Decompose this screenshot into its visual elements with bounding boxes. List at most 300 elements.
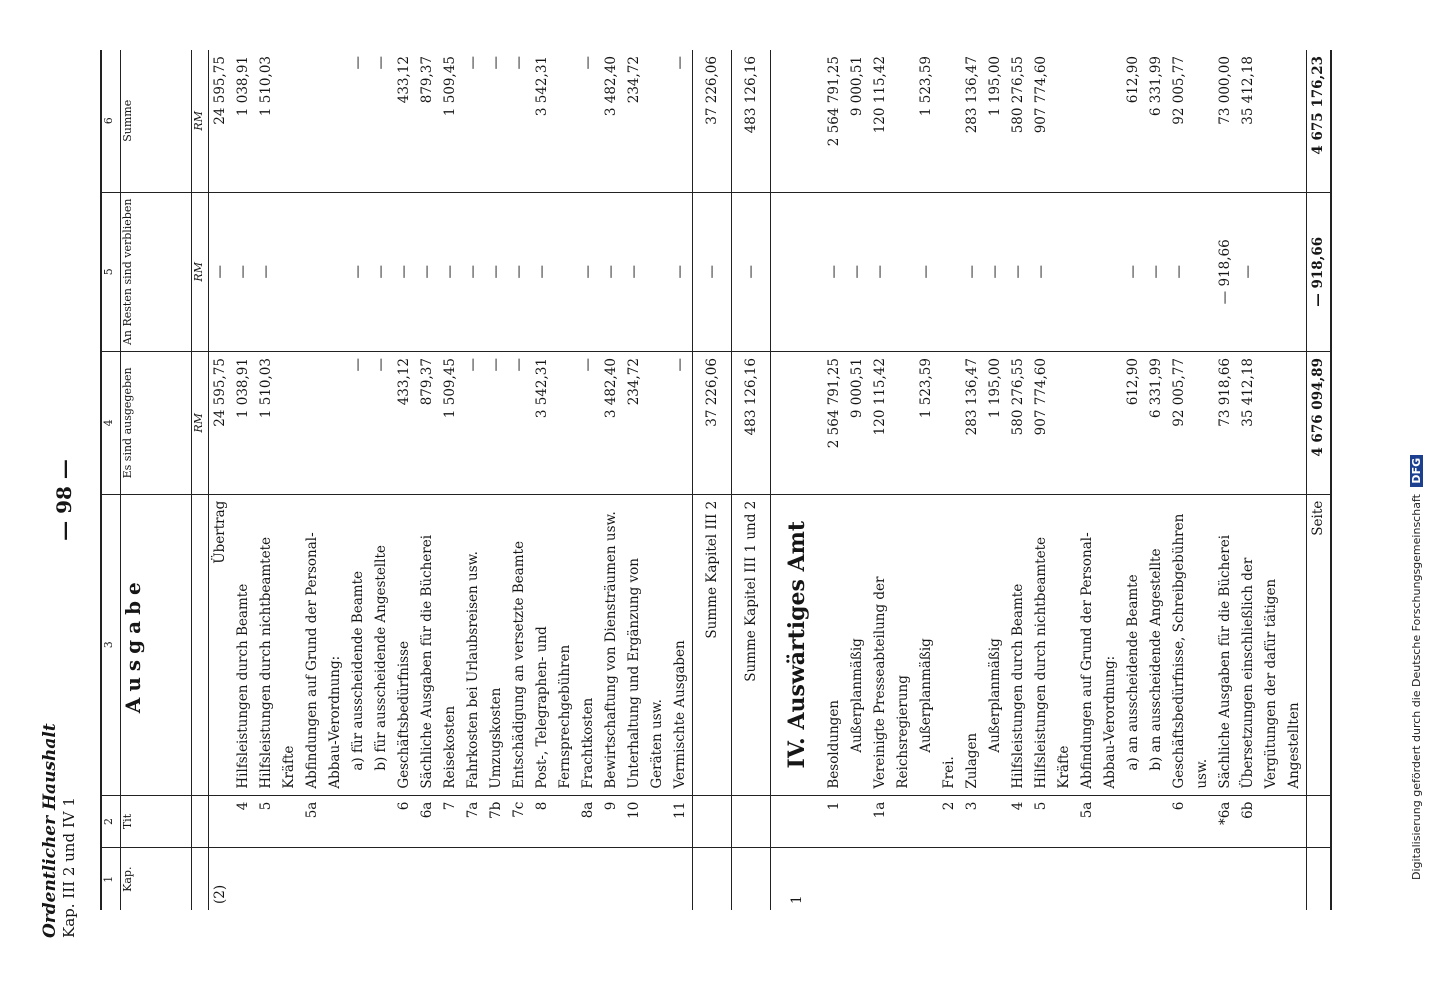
summe-cell: 92 005,77 (1171, 56, 1187, 125)
kap-cell (255, 848, 301, 910)
col-reste-header: An Resten sind verblieben (121, 192, 192, 351)
table-row (393, 50, 416, 910)
col-ausgabe-header: Ausgabe (121, 494, 192, 795)
ausgegeben-cell: — (577, 352, 600, 495)
tit-cell (984, 795, 1007, 848)
ausgabe-text: Außerplanmäßig (849, 638, 865, 753)
reste-cell: — (508, 192, 531, 351)
table-row (370, 50, 393, 910)
ausgabe-text: b) für ausscheidende Angestellte (373, 545, 389, 771)
ausgegeben-cell: — (347, 352, 370, 495)
table-body-kap-iii-2 (209, 50, 693, 910)
sum-row (693, 50, 732, 910)
ausgegeben-cell (938, 352, 961, 495)
summe-cell: 1 509,45 (442, 56, 458, 117)
ausgabe-text: Frachtkosten (580, 697, 596, 789)
sum-value: 483 126,16 (732, 352, 771, 495)
sum-value: 37 226,06 (693, 50, 732, 192)
ausgegeben-cell: 907 774,60 (1030, 352, 1076, 495)
summe-cell: 24 595,75 (212, 56, 228, 125)
tit-cell: 7a (462, 795, 485, 848)
total-row (1307, 50, 1332, 910)
table-body-kap-iv-1 (823, 50, 1307, 910)
tit-cell (846, 795, 869, 848)
colnum-3: 3 (101, 494, 121, 795)
reste-cell (938, 192, 961, 351)
tit-cell: 4 (232, 795, 255, 848)
tit-cell (915, 795, 938, 848)
ausgabe-text: Zulagen (964, 732, 980, 789)
ausgabe-cell (1030, 494, 1076, 795)
ausgabe-cell (1076, 494, 1122, 795)
kap-cell (301, 848, 347, 910)
kap-cell (669, 848, 693, 910)
tit-cell: 7 (439, 795, 462, 848)
ausgabe-text: Sächliche Ausgaben für die Bücherei (419, 534, 435, 789)
table-row (915, 50, 938, 910)
ausgabe-cell (1168, 494, 1214, 795)
ausgabe-text: Hilfsleistungen durch nichtbeamtete Kräfte (258, 536, 297, 789)
table-row (669, 50, 693, 910)
summe-cell: 3 482,40 (603, 56, 619, 117)
reste-cell: — (1145, 192, 1168, 351)
ausgabe-cell (1007, 494, 1030, 795)
tit-cell (370, 795, 393, 848)
ausgabe-text: Umzugskosten (488, 687, 504, 789)
kap-cell (508, 848, 531, 910)
reste-cell: — (1237, 192, 1307, 351)
table-row (869, 50, 915, 910)
summe-cell: — (465, 56, 481, 70)
unit-rm: RM (192, 352, 209, 495)
ausgabe-text: Reisekosten (442, 705, 458, 789)
ausgegeben-cell: 1 523,59 (915, 352, 938, 495)
ausgabe-text: Post-, Telegraphen- und Fernsprechgebühren (534, 626, 573, 789)
ausgabe-cell (961, 494, 984, 795)
ausgegeben-cell: 73 918,66 (1214, 352, 1237, 495)
reste-cell: — (439, 192, 462, 351)
kap-cell (232, 848, 255, 910)
tit-cell: 8 (531, 795, 577, 848)
reste-cell: — (255, 192, 301, 351)
reste-cell: — (600, 192, 623, 351)
tit-cell: 8a (577, 795, 600, 848)
ausgegeben-cell: 24 595,75 (209, 352, 233, 495)
summe-cell: — (511, 56, 527, 70)
summe-cell: 907 774,60 (1033, 56, 1049, 134)
table-row (485, 50, 508, 910)
ausgabe-text: Hilfsleistungen durch Beamte (1010, 583, 1026, 789)
table-row (416, 50, 439, 910)
summe-cell: 120 115,42 (872, 56, 888, 134)
ausgegeben-cell: 1 195,00 (984, 352, 1007, 495)
sum-label: Summe Kapitel III 1 und 2 (743, 500, 759, 682)
summe-cell: 2 564 791,25 (826, 56, 842, 147)
table-sums (693, 50, 824, 910)
ausgegeben-cell: — (669, 352, 693, 495)
table-row (846, 50, 869, 910)
summe-cell (301, 50, 347, 192)
col-summe-header: Summe (121, 50, 192, 192)
tit-cell: 10 (623, 795, 669, 848)
ausgabe-cell (600, 494, 623, 795)
ausgabe-text: Fahrkosten bei Urlaubsreisen usw. (465, 551, 481, 789)
tit-cell: 7c (508, 795, 531, 848)
ausgabe-cell (347, 494, 370, 795)
tit-cell: 6 (393, 795, 416, 848)
ausgabe-cell (938, 494, 961, 795)
ausgegeben-cell: 879,37 (416, 352, 439, 495)
sum-value: 483 126,16 (732, 50, 771, 192)
reste-cell: — (869, 192, 915, 351)
section-row (771, 50, 824, 910)
ausgabe-cell (1214, 494, 1237, 795)
kap-cell (577, 848, 600, 910)
total-value: 4 675 176,23 (1307, 50, 1332, 192)
sum-label: Summe Kapitel III 2 (704, 500, 720, 639)
summe-cell (938, 50, 961, 192)
unit-rm: RM (192, 192, 209, 351)
table-row (1145, 50, 1168, 910)
sum-value: — (693, 192, 732, 351)
ausgabe-text: Abfindungen auf Grund der Personal-Abbau-Verordnung: (1079, 532, 1118, 789)
ausgegeben-cell: 1 509,45 (439, 352, 462, 495)
sum-value: 37 226,06 (693, 352, 732, 495)
kap-cell (347, 848, 370, 910)
kap-cell (439, 848, 462, 910)
reste-cell: — (485, 192, 508, 351)
kap-cell (1168, 848, 1214, 910)
colnum-6: 6 (101, 50, 121, 192)
reste-cell: — (1168, 192, 1214, 351)
ausgegeben-cell: — (462, 352, 485, 495)
ausgabe-text: Frei. (941, 756, 957, 789)
dfg-logo: DFG (1410, 455, 1423, 487)
reste-cell: — (669, 192, 693, 351)
ausgabe-cell (984, 494, 1007, 795)
kap-cell (1076, 848, 1122, 910)
reste-cell: — (462, 192, 485, 351)
tit-cell: 1a (869, 795, 915, 848)
table-row (462, 50, 485, 910)
ausgabe-cell (209, 494, 233, 795)
ledger-table (100, 50, 1332, 910)
summe-cell: 1 038,91 (235, 56, 251, 117)
ausgabe-cell (485, 494, 508, 795)
ausgabe-cell (915, 494, 938, 795)
tit-cell: 3 (961, 795, 984, 848)
ausgegeben-cell: 1 038,91 (232, 352, 255, 495)
summe-cell: 612,90 (1125, 56, 1141, 104)
tit-cell: 6b (1237, 795, 1307, 848)
ausgabe-text: Hilfsleistungen durch Beamte (235, 583, 251, 789)
tit-cell: *6a (1214, 795, 1237, 848)
ausgegeben-cell: 612,90 (1122, 352, 1145, 495)
ausgabe-cell (255, 494, 301, 795)
ausgabe-text: Übertrag (212, 500, 228, 564)
ausgegeben-cell: — (485, 352, 508, 495)
kap-cell (485, 848, 508, 910)
table-row (209, 50, 233, 910)
table-row (823, 50, 846, 910)
ausgegeben-cell: 283 136,47 (961, 352, 984, 495)
ausgabe-text: Unterhaltung und Ergänzung von Geräten usw. (626, 557, 665, 789)
tit-cell: 11 (669, 795, 693, 848)
reste-cell (1076, 192, 1122, 351)
tit-cell (209, 795, 233, 848)
reste-cell: — 918,66 (1214, 192, 1237, 351)
ausgabe-text: Geschäftsbedürfnisse, Schreibgebühren usw. (1171, 513, 1210, 789)
summe-cell: 1 523,59 (918, 56, 934, 117)
ausgabe-text: Abfindungen auf Grund der Personal-Abbau-Verordnung: (304, 532, 343, 789)
ausgabe-text: b) an ausscheidende Angestellte (1148, 548, 1164, 771)
reste-cell: — (416, 192, 439, 351)
ausgabe-cell (439, 494, 462, 795)
ausgabe-cell (623, 494, 669, 795)
reste-cell: — (961, 192, 984, 351)
col-ausgegeben-header: Es sind ausgegeben (121, 352, 192, 495)
col-kap-header: Kap. (121, 848, 192, 910)
kap-cell (416, 848, 439, 910)
table-row (439, 50, 462, 910)
ausgabe-text: Außerplanmäßig (918, 638, 934, 753)
table-total (1307, 50, 1332, 910)
ausgegeben-cell: 234,72 (623, 352, 669, 495)
kap-cell (393, 848, 416, 910)
ausgabe-cell (846, 494, 869, 795)
ausgabe-text: Außerplanmäßig (987, 638, 1003, 753)
ausgabe-text: Bewirtschaftung von Diensträumen usw. (603, 511, 619, 789)
table-row (255, 50, 301, 910)
header-subtitle: Kap. III 2 und IV 1 (60, 797, 78, 938)
ausgabe-text: Übersetzungen einschließlich der Vergütungen der dafür tätigen Angestellten (1240, 557, 1302, 789)
reste-cell: — (577, 192, 600, 351)
ausgabe-cell (823, 494, 846, 795)
sum-value: — (732, 192, 771, 351)
table-row (577, 50, 600, 910)
table-row (1007, 50, 1030, 910)
summe-cell: — (580, 56, 596, 70)
ausgabe-cell (531, 494, 577, 795)
table-row (623, 50, 669, 910)
section-kap: 1 (771, 848, 824, 910)
summe-cell: — (350, 56, 366, 70)
ausgabe-text: Hilfsleistungen durch nichtbeamtete Kräfte (1033, 536, 1072, 789)
ausgegeben-cell: 35 412,18 (1237, 352, 1307, 495)
ausgegeben-cell: 120 115,42 (869, 352, 915, 495)
ausgabe-cell (669, 494, 693, 795)
table-row (531, 50, 577, 910)
reste-cell: — (846, 192, 869, 351)
ausgegeben-cell: — (508, 352, 531, 495)
colnum-2: 2 (101, 795, 121, 848)
table-row (938, 50, 961, 910)
reste-cell: — (232, 192, 255, 351)
summe-cell: — (373, 56, 389, 70)
tit-cell: 2 (938, 795, 961, 848)
summe-cell (1076, 50, 1122, 192)
tit-cell: 7b (485, 795, 508, 848)
ausgegeben-cell: 92 005,77 (1168, 352, 1214, 495)
reste-cell: — (370, 192, 393, 351)
unit-rm: RM (192, 50, 209, 192)
ausgabe-cell (1237, 494, 1307, 795)
ausgegeben-cell: 1 510,03 (255, 352, 301, 495)
summe-cell: 73 000,00 (1217, 56, 1233, 125)
reste-cell: — (823, 192, 846, 351)
ausgabe-cell (462, 494, 485, 795)
total-value: — 918,66 (1307, 192, 1332, 351)
ausgabe-text: Geschäftsbedürfnisse (396, 641, 412, 789)
colnum-5: 5 (101, 192, 121, 351)
table-row (1214, 50, 1237, 910)
reste-cell: — (393, 192, 416, 351)
ausgegeben-cell: — (370, 352, 393, 495)
ausgegeben-cell: 2 564 791,25 (823, 352, 846, 495)
dfg-footer (1410, 455, 1423, 880)
reste-cell: — (347, 192, 370, 351)
colnum-1: 1 (101, 848, 121, 910)
table-row (508, 50, 531, 910)
kap-cell (938, 848, 961, 910)
kap-cell (623, 848, 669, 910)
reste-cell: — (915, 192, 938, 351)
summe-cell: 433,12 (396, 56, 412, 104)
summe-cell: 234,72 (626, 56, 642, 104)
page-header (40, 723, 78, 938)
header-title: Ordentlicher Haushalt (40, 723, 60, 938)
kap-cell (823, 848, 846, 910)
reste-cell: — (1007, 192, 1030, 351)
ausgegeben-cell: 580 276,55 (1007, 352, 1030, 495)
tit-cell: 5a (301, 795, 347, 848)
tit-cell: 6 (1168, 795, 1214, 848)
tit-cell (347, 795, 370, 848)
ausgabe-cell (1145, 494, 1168, 795)
ausgabe-text: a) für ausscheidende Beamte (350, 571, 366, 771)
summe-cell: 283 136,47 (964, 56, 980, 134)
page-number: — 98 — (52, 459, 76, 541)
table-row (1076, 50, 1122, 910)
ausgegeben-cell (1076, 352, 1122, 495)
tit-cell: 5 (1030, 795, 1076, 848)
kap-cell (1007, 848, 1030, 910)
kap-cell (915, 848, 938, 910)
total-label: Seite (1310, 500, 1326, 536)
kap-cell (984, 848, 1007, 910)
unit-row (192, 50, 209, 910)
kap-cell (600, 848, 623, 910)
ausgegeben-cell (301, 352, 347, 495)
sum-row (732, 50, 771, 910)
ausgabe-cell (232, 494, 255, 795)
kap-cell (1145, 848, 1168, 910)
reste-cell: — (623, 192, 669, 351)
reste-cell: — (1122, 192, 1145, 351)
summe-cell: 35 412,18 (1240, 56, 1256, 125)
tit-cell: 4 (1007, 795, 1030, 848)
kap-cell (846, 848, 869, 910)
ausgabe-cell (416, 494, 439, 795)
kap-cell (869, 848, 915, 910)
ausgegeben-cell: 3 542,31 (531, 352, 577, 495)
kap-cell (462, 848, 485, 910)
ausgegeben-cell: 3 482,40 (600, 352, 623, 495)
table-row (347, 50, 370, 910)
tit-cell: 5 (255, 795, 301, 848)
ausgabe-cell (370, 494, 393, 795)
summe-cell: — (672, 56, 688, 70)
ausgabe-cell (508, 494, 531, 795)
ausgabe-cell (869, 494, 915, 795)
table-row (1122, 50, 1145, 910)
kap-cell (1122, 848, 1145, 910)
reste-cell (301, 192, 347, 351)
table-row (232, 50, 255, 910)
kap-cell (961, 848, 984, 910)
column-header-row (121, 50, 192, 910)
tit-cell (1145, 795, 1168, 848)
ausgabe-cell (301, 494, 347, 795)
ausgabe-text: Vereinigte Presseabteilung der Reichsregierung (872, 576, 911, 789)
col-tit-header: Tit (121, 795, 192, 848)
summe-cell: 879,37 (419, 56, 435, 104)
table-row (984, 50, 1007, 910)
kap-cell (370, 848, 393, 910)
table-row (1237, 50, 1307, 910)
ausgabe-text: a) an ausscheidende Beamte (1125, 574, 1141, 771)
kap-cell (1214, 848, 1237, 910)
summe-cell: — (488, 56, 504, 70)
table-row (600, 50, 623, 910)
table-row (961, 50, 984, 910)
reste-cell: — (984, 192, 1007, 351)
summe-cell: 3 542,31 (534, 56, 550, 117)
summe-cell: 9 000,51 (849, 56, 865, 117)
section-title: IV. Auswärtiges Amt (784, 520, 810, 769)
table-row (1168, 50, 1214, 910)
reste-cell: — (1030, 192, 1076, 351)
reste-cell: — (531, 192, 577, 351)
tit-cell: 9 (600, 795, 623, 848)
ausgegeben-cell: 9 000,51 (846, 352, 869, 495)
ausgegeben-cell: 433,12 (393, 352, 416, 495)
tit-cell: 1 (823, 795, 846, 848)
tit-cell (1122, 795, 1145, 848)
ausgabe-text: Vermischte Ausgaben (672, 640, 688, 789)
ausgabe-text: Entschädigung an versetzte Beamte (511, 541, 527, 789)
kap-cell (1237, 848, 1307, 910)
column-number-row (101, 50, 121, 910)
ausgabe-cell (1122, 494, 1145, 795)
tit-cell: 6a (416, 795, 439, 848)
kap-cell: (2) (209, 848, 233, 910)
ausgabe-text: Besoldungen (826, 700, 842, 789)
total-value: 4 676 094,89 (1307, 352, 1332, 495)
reste-cell: — (209, 192, 233, 351)
tit-cell: 5a (1076, 795, 1122, 848)
colnum-4: 4 (101, 352, 121, 495)
summe-cell: 1 195,00 (987, 56, 1003, 117)
ausgabe-cell (577, 494, 600, 795)
dfg-note: Digitalisierung gefördert durch die Deutsche Forschungsgemeinschaft (1410, 494, 1423, 880)
table-row (1030, 50, 1076, 910)
summe-cell: 580 276,55 (1010, 56, 1026, 134)
summe-cell: 1 510,03 (258, 56, 274, 117)
ausgabe-text: Sächliche Ausgaben für die Bücherei (1217, 534, 1233, 789)
kap-cell (531, 848, 577, 910)
table-row (301, 50, 347, 910)
